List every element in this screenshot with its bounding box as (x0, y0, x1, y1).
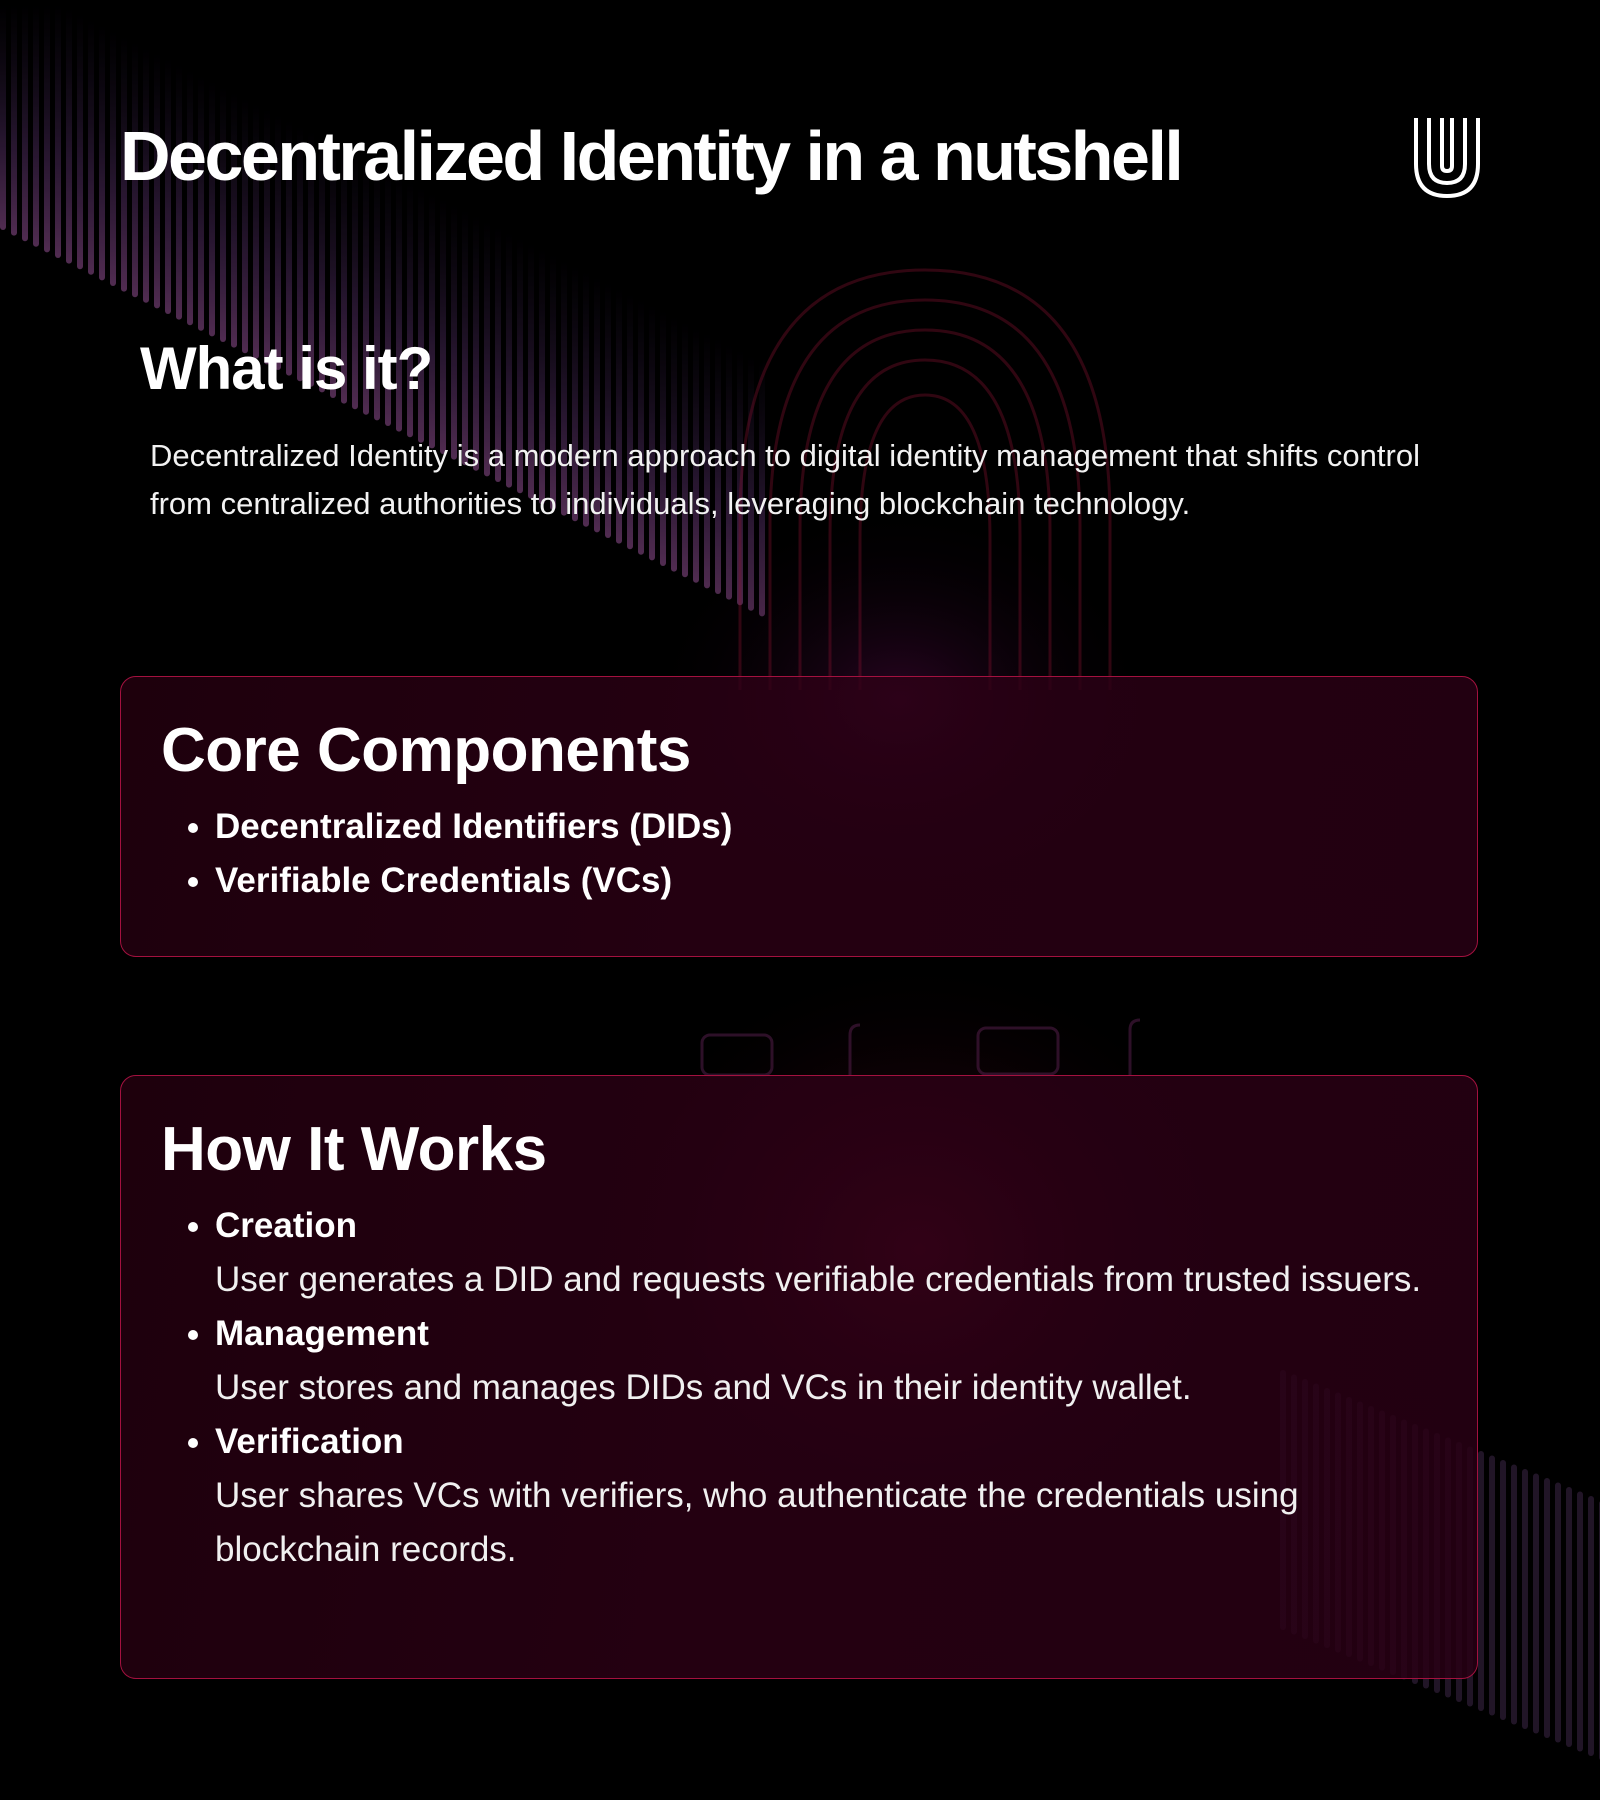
step-title: • Creation (215, 1206, 357, 1246)
list-item (215, 1307, 1437, 1415)
step-description: User generates a DID and requests verifiable credentials from trusted issuers. (215, 1260, 1422, 1300)
how-it-works-card (120, 1075, 1478, 1679)
core-item-label: • Decentralized Identifiers (DIDs) (215, 807, 733, 847)
page-title: Decentralized Identity in a nutshell (120, 117, 1182, 195)
u-logo-icon (1412, 116, 1482, 198)
core-item-label: • Verifiable Credentials (VCs) (215, 861, 673, 901)
list-item (215, 800, 1437, 854)
how-it-works-list (161, 1199, 1437, 1577)
step-description: User shares VCs with verifiers, who authenticate the credentials using blockchain records. (215, 1476, 1299, 1570)
list-item (215, 854, 1437, 908)
list-item (215, 1415, 1437, 1577)
list-item (215, 1199, 1437, 1307)
intro-body: Decentralized Identity is a modern approach to digital identity management that shifts control from centralized authorities to individuals, leveraging blockchain technology. (150, 438, 1420, 521)
step-description: User stores and manages DIDs and VCs in their identity wallet. (215, 1368, 1192, 1408)
how-it-works-heading: How It Works (161, 1115, 547, 1184)
core-components-heading: Core Components (161, 716, 691, 785)
step-title: • Verification (215, 1422, 404, 1462)
step-title: • Management (215, 1314, 429, 1354)
intro-heading: What is it? (140, 335, 433, 402)
core-components-list (161, 800, 1437, 908)
core-components-card (120, 676, 1478, 957)
